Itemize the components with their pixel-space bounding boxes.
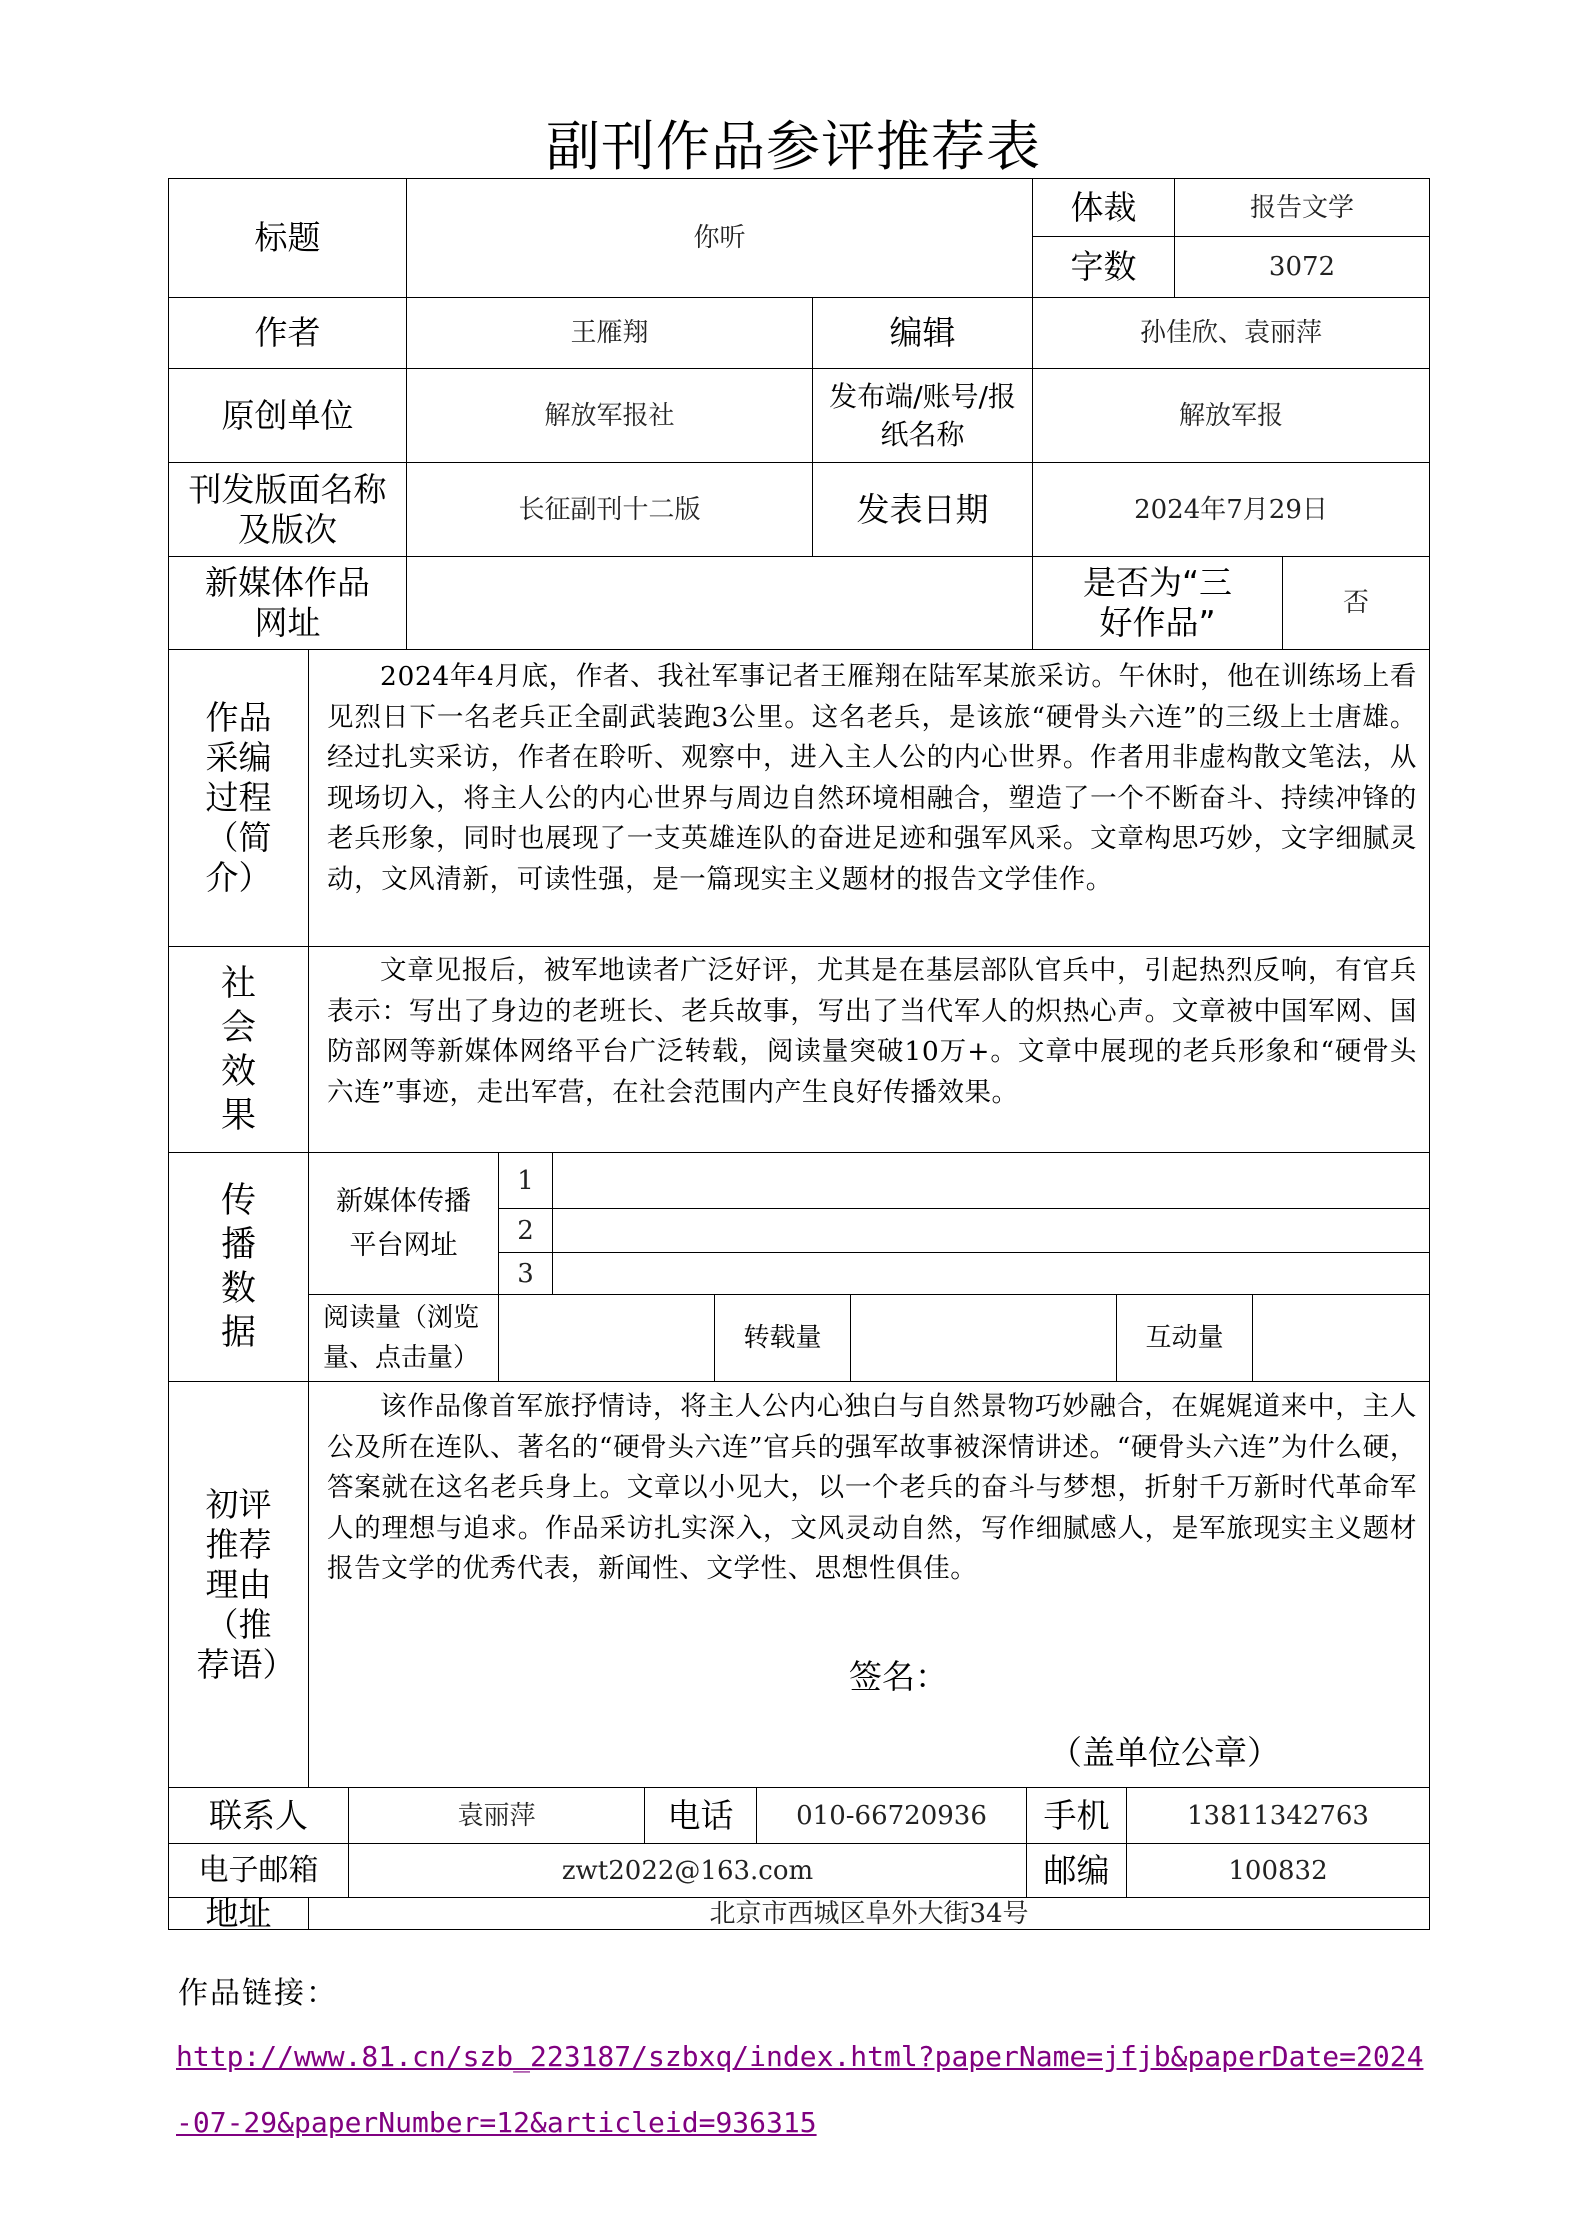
phone-value: 010-66720936 [757, 1788, 1027, 1844]
link-label: 作品链接： [178, 1976, 338, 2011]
editor-value: 孙佳欣、袁丽萍 [1033, 298, 1429, 369]
title-value: 你听 [407, 179, 1033, 298]
title-label: 标题 [169, 179, 407, 298]
page-value: 长征副刊十二版 [407, 463, 813, 557]
recommend-label [169, 1382, 309, 1788]
genre-value: 报告文学 [1175, 179, 1429, 237]
platform-row-2-num: 2 [499, 1209, 553, 1253]
email-value: zwt2022@163.com [349, 1844, 1027, 1898]
genre-label: 体裁 [1033, 179, 1175, 237]
platform-row-1-url [553, 1153, 1429, 1209]
effect-label-col: 社会效果 [220, 963, 256, 1136]
phone-label: 电话 [645, 1788, 757, 1844]
author-label: 作者 [169, 298, 407, 369]
mobile-value: 13811342763 [1127, 1788, 1429, 1844]
effect-label [169, 947, 309, 1153]
three-good-value: 否 [1283, 557, 1429, 650]
platform-row-3-num: 3 [499, 1253, 553, 1295]
recommend-label-col: 初评推荐理由（推荐语） [196, 1484, 296, 1684]
date-value: 2024年7月29日 [1033, 463, 1429, 557]
wordcount-label: 字数 [1033, 237, 1175, 298]
postcode-label: 邮编 [1027, 1844, 1127, 1898]
seal-label: （盖单位公章） [1049, 1733, 1280, 1772]
date-label: 发表日期 [813, 463, 1033, 557]
signature-label: 签名： [849, 1657, 948, 1696]
platform-row-3-url [553, 1253, 1429, 1295]
reposts-label: 转载量 [715, 1295, 851, 1382]
spread-label-col: 传播数据 [220, 1181, 256, 1353]
editor-label: 编辑 [813, 298, 1033, 369]
reads-value [499, 1295, 715, 1382]
contact-person-value: 袁丽萍 [349, 1788, 645, 1844]
newmedia-url-value [407, 557, 1033, 650]
intro-label-col: 作品采编过程（简介） [205, 698, 272, 897]
page-label: 刊发版面名称及版次 [169, 463, 407, 557]
intro-text: 2024年4月底，作者、我社军事记者王雁翔在陆军某旅采访。午休时，他在训练场上看见烈日下一名老兵正全副武装跑3公里。这名老兵，是该旅“硬骨头六连”的三级上士唐雄。经过扎实采访，作者在聆听、观察中，进入主人公的内心世界。作者用非虚构散文笔法，从现场切入，将主人公的内心世界与周边自然环境相融合，塑造了一个不断奋斗、持续冲锋的老兵形象，同时也展现了一支英雄连队的奋进足迹和强军风采。文章构思巧妙，文字细腻灵动，文风清新，可读性强，是一篇现实主义题材的报告文学佳作。 [327, 661, 1417, 895]
effect-text: 文章见报后，被军地读者广泛好评，尤其是在基层部队官兵中，引起热烈反响，有官兵表示：写出了身边的老班长、老兵故事，写出了当代军人的炽热心声。文章被中国军网、国防部网等新媒体网络平台广泛转载，阅读量突破10万+。文章中展现的老兵形象和“硬骨头六连”事迹，走出军营，在社会范围内产生良好传播效果。 [327, 955, 1417, 1108]
address-label: 地址 [169, 1898, 309, 1929]
wordcount-value: 3072 [1175, 237, 1429, 298]
author-value: 王雁翔 [407, 298, 813, 369]
reposts-value [851, 1295, 1117, 1382]
page-title: 副刊作品参评推荐表 [546, 115, 1041, 178]
interact-label: 互动量 [1117, 1295, 1253, 1382]
three-good-label: 是否为“三好作品” [1033, 557, 1283, 650]
article-link[interactable]: http://www.81.cn/szb_223187/szbxq/index.html?paperName=jfjb&paperDate=2024-07-29&paperNumber=12&articleid=936315 [176, 2040, 1424, 2139]
form-table [168, 178, 1430, 1933]
publisher-value: 解放军报 [1033, 369, 1429, 463]
origin-value: 解放军报社 [407, 369, 813, 463]
publisher-label: 发布端/账号/报纸名称 [813, 369, 1033, 463]
platform-row-1-num: 1 [499, 1153, 553, 1209]
interact-value [1253, 1295, 1429, 1382]
postcode-value: 100832 [1127, 1844, 1429, 1898]
origin-label: 原创单位 [169, 369, 407, 463]
reads-label: 阅读量（浏览量、点击量） [309, 1295, 499, 1382]
intro-label [169, 650, 309, 947]
platform-label: 新媒体传播平台网址 [309, 1153, 499, 1295]
spread-label [169, 1153, 309, 1382]
platform-row-2-url [553, 1209, 1429, 1253]
newmedia-url-label: 新媒体作品网址 [169, 557, 407, 650]
recommend-text: 该作品像首军旅抒情诗，将主人公内心独白与自然景物巧妙融合，在娓娓道来中，主人公及所在连队、著名的“硬骨头六连”官兵的强军故事被深情讲述。“硬骨头六连”为什么硬，答案就在这名老兵身上。文章以小见大，以一个老兵的奋斗与梦想，折射千万新时代革命军人的理想与追求。作品采访扎实深入，文风灵动自然，写作细腻感人，是军旅现实主义题材报告文学的优秀代表，新闻性、文学性、思想性俱佳。 [327, 1391, 1417, 1585]
email-label: 电子邮箱 [169, 1844, 349, 1898]
contact-person-label: 联系人 [169, 1788, 349, 1844]
address-value: 北京市西城区阜外大街34号 [709, 1898, 1029, 1929]
mobile-label: 手机 [1027, 1788, 1127, 1844]
